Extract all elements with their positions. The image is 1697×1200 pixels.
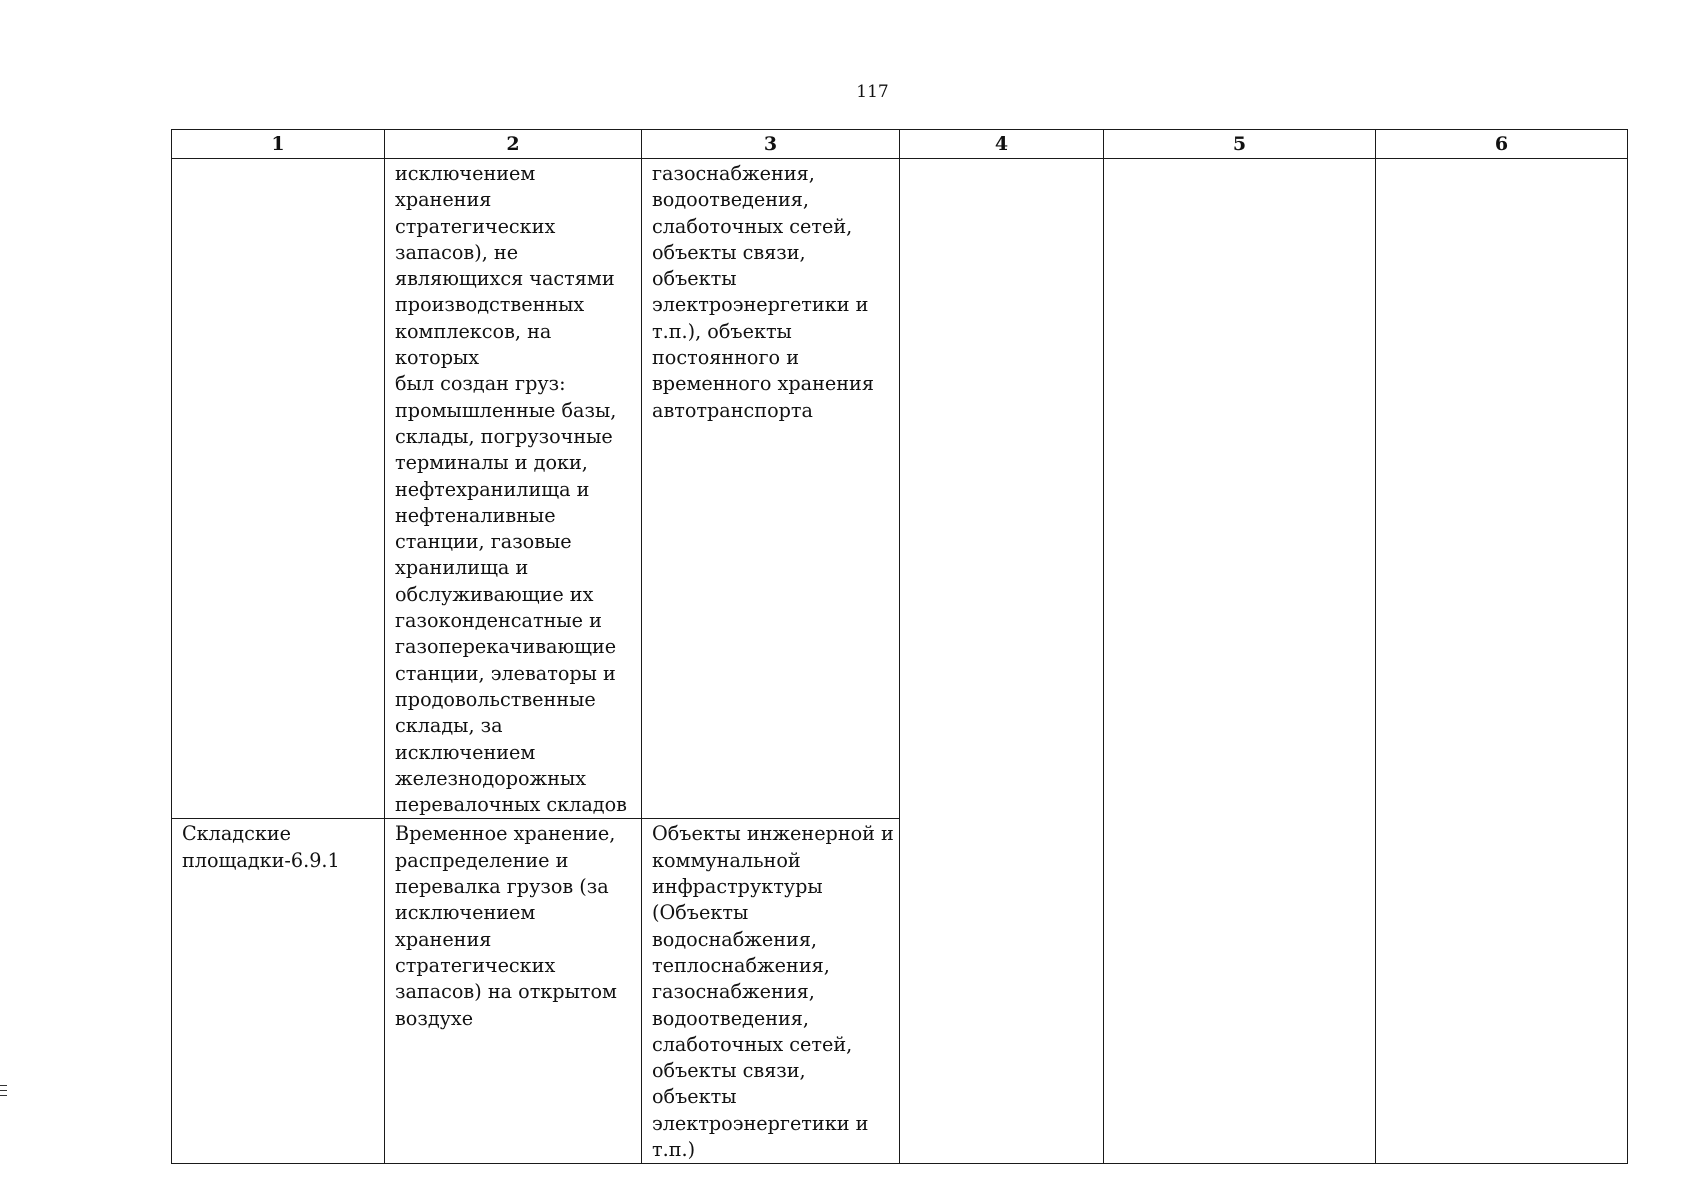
column-header-1: 1 — [172, 130, 385, 159]
land-use-table — [171, 129, 1628, 1164]
row1-col3-cell — [642, 159, 900, 819]
column-header-3: 3 — [642, 130, 900, 159]
row2-use-name: Складские площадки-6.9.1 — [182, 822, 340, 872]
table-row — [172, 159, 1628, 819]
row1-col2-cell — [385, 159, 642, 819]
table-header-row — [172, 130, 1628, 159]
row2-col3-cell — [642, 819, 900, 1164]
col5-cell — [1104, 159, 1376, 1164]
row2-col1-cell — [172, 819, 385, 1164]
row1-col1-cell — [172, 159, 385, 819]
page-number: 117 — [856, 82, 889, 102]
column-header-4: 4 — [900, 130, 1104, 159]
row1-auxiliary-uses: газоснабжения, водоотведения, слаботочных сетей, объекты связи, объекты электроэнергетики и т.п.), объекты постоянного и временного хранения автотранспорта — [652, 162, 874, 422]
row1-description: исключением хранения стратегических запасов), не являющихся частями производственных комплексов, на которых был создан груз: промышленные базы, склады, погрузочные терминалы и доки, нефтехранилища и нефтеналивные станции, газовые хранилища и обслуживающие их газоконденсатные и газоперекачивающие станции, элеваторы и продовольственные склады, за исключением железнодорожных перевалочных складов — [395, 162, 627, 817]
scan-margin-mark — [0, 1085, 7, 1101]
column-header-2: 2 — [385, 130, 642, 159]
row2-col2-cell — [385, 819, 642, 1164]
row2-auxiliary-uses: Объекты инженерной и коммунальной инфраструктуры (Объекты водоснабжения, теплоснабжения, газоснабжения, водоотведения, слаботочных сетей, объекты связи, объекты электроэнергетики и т.п.) — [652, 822, 894, 1161]
row2-description: Временное хранение, распределение и перевалка грузов (за исключением хранения стратегических запасов) на открытом воздухе — [395, 822, 617, 1030]
col4-cell — [900, 159, 1104, 1164]
column-header-6: 6 — [1376, 130, 1628, 159]
column-header-5: 5 — [1104, 130, 1376, 159]
col6-cell — [1376, 159, 1628, 1164]
